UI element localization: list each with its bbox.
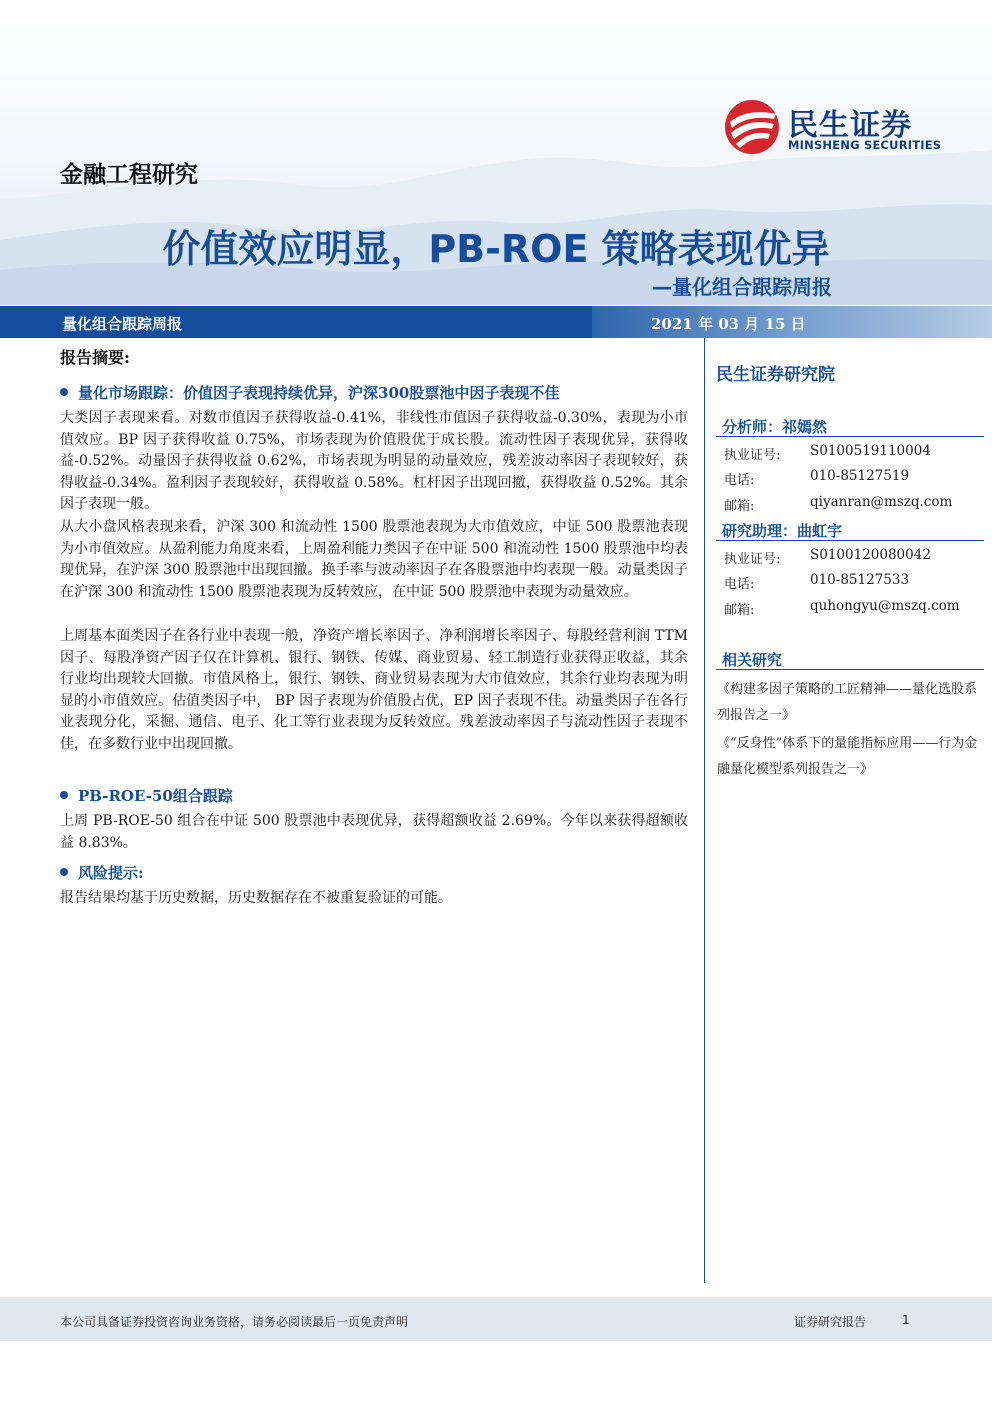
footer-disclaimer: 本公司具备证券投资咨询业务资格，请务必阅读最后一页免责声明 [60,1315,409,1329]
analyst-divider [716,436,984,437]
assistant-license-label: 执业证号: [724,552,781,567]
paragraph-factor-performance: 大类因子表现来看。对数市值因子获得收益-0.41%，非线性市值因子获得收益-0.30%，表现为小市值效应。BP 因子获得收益 0.75%，市场表现为价值股优于成长股。流动性因子表现优异，获得收益-0.52%。动量因子获得收益 0.62%，市场表现为明显的动量效应，残差波动率因子表现较好，获得收益-0.34%。盈利因子表现较好，获得收益 0.58%。杠杆因子出现回撤，获得收益 0.52%。其余因子表现一般。 [60,410,688,513]
analyst-license-label: 执业证号: [724,448,781,463]
report-title: 价值效应明显，PB-ROE 策略表现优异 [162,227,830,271]
bullet-risk-warning-text: 风险提示: [78,864,144,882]
bullet-market-tracking-text: 量化市场跟踪：价值因子表现持续优异，沪深300股票池中因子表现不佳 [78,384,560,402]
bullet-dot-icon [60,388,68,396]
assistant-phone-value: 010-85127533 [810,572,910,588]
assistant-email-value[interactable]: quhongyu@mszq.com [810,598,960,614]
analyst-heading: 分析师：祁嫣然 [722,418,828,436]
assistant-license-value: S0100120080042 [810,547,931,563]
related-report-1[interactable]: 《构建多因子策略的工匠精神——量化选股系列报告之一》 [717,682,978,723]
report-date: 2021 年 03 月 15 日 [651,315,806,333]
footer-doc-type: 证券研究报告 [794,1315,867,1329]
analyst-email-value[interactable]: qiyanran@mszq.com [810,494,953,510]
bullet-portfolio-tracking-text: PB-ROE-50组合跟踪 [78,787,233,805]
bullet-dot-icon [60,868,68,876]
analyst-license-value: S0100519110004 [810,443,931,459]
analyst-phone-label: 电话: [724,473,755,488]
assistant-divider [716,540,984,541]
assistant-heading: 研究助理：曲虹宇 [722,522,843,540]
related-research-heading: 相关研究 [722,651,783,669]
related-report-2[interactable]: 《“反身性”体系下的量能指标应用——行为金融量化模型系列报告之一》 [717,736,978,777]
summary-heading: 报告摘要: [60,348,130,367]
page-number: 1 [902,1313,910,1327]
logo-text-cn: 民生证券 [788,108,912,143]
bullet-portfolio-tracking [60,785,233,806]
paragraph-size-style: 从大小盘风格表现来看，沪深 300 和流动性 1500 股票池表现为大市值效应，中证 500 股票池表现为小市值效应。从盈利能力角度来看，上周盈利能力类因子在中证 500 和流动性 1500 股票池中均表现优异，在沪深 300 股票池中出现回撤。换手率与波动率因子在各股票池中均表现一般。动量类因子在沪深 300 和流动性 1500 股票池表现为反转效应，在中证 500 股票池中表现为动量效应。 [60,519,688,600]
paragraph-industry: 上周基本面类因子在各行业中表现一般，净资产增长率因子、净利润增长率因子、每股经营利润 TTM 因子、每股净资产因子仅在计算机、银行、钢铁、传媒、商业贸易、轻工制造行业获得正收益，其余行业均出现较大回撤。市值风格上，银行、钢铁、商业贸易表现为大市值效应，其余行业均表现为明显的小市值效应。估值类因子中， BP 因子表现为价值股占优，EP 因子表现不佳。动量类因子在各行业表现分化，采掘、通信、电子、化工等行业表现为反转效应。残差波动率因子与流动性因子表现不佳，在多数行业中出现回撤。 [60,628,688,752]
analyst-phone-value: 010-85127519 [810,468,910,484]
logo-text-en: MINSHENG SECURITIES [788,138,942,152]
band-report-type: 量化组合跟踪周报 [62,315,183,333]
logo-emblem-icon [722,98,782,154]
assistant-phone-label: 电话: [724,577,755,592]
company-logo [722,98,952,154]
paragraph-portfolio: 上周 PB-ROE-50 组合在中证 500 股票池中表现优异，获得超额收益 2.69%。今年以来获得超额收益 8.83%。 [60,813,688,851]
analyst-email-label: 邮箱: [724,499,755,514]
assistant-email-label: 邮箱: [724,603,755,618]
related-research-divider [716,669,984,670]
bullet-market-tracking [60,382,559,403]
research-institute: 民生证券研究院 [716,365,835,385]
bullet-dot-icon [60,791,68,799]
report-category: 金融工程研究 [60,162,198,188]
paragraph-risk: 报告结果均基于历史数据，历史数据存在不被重复验证的可能。 [60,890,452,906]
bullet-risk-warning [60,862,144,883]
report-subtitle: —量化组合跟踪周报 [652,275,832,299]
column-divider [704,338,705,1283]
